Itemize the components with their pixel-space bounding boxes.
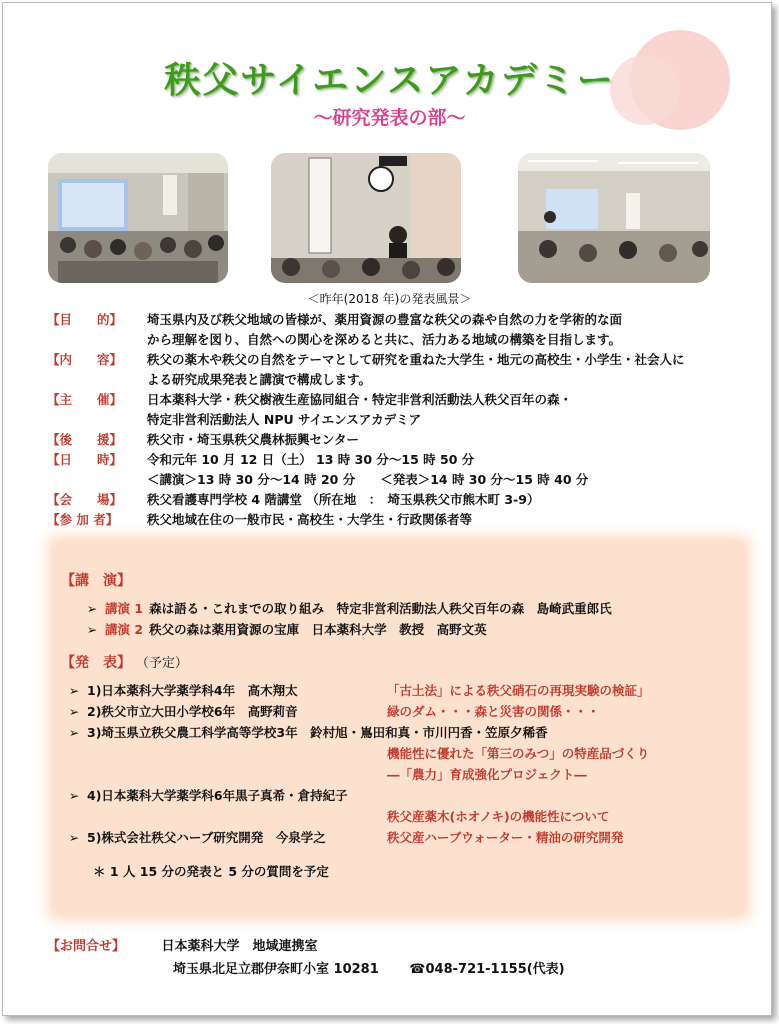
content-line-1: 秩父の薬木や秩父の自然をテーマとして研究を重ねた大学生・地元の高校生・小学生・社会人に (147, 352, 685, 367)
presenter: 4)日本薬科大学薬学科6年黒子真希・倉持紀子 (87, 788, 348, 803)
lectures-heading: 【講 演】 (61, 573, 131, 589)
topic: 秩父産薬木(ホオノキ)の機能性について (387, 809, 610, 824)
presentation-item-1 (61, 680, 741, 701)
photo-caption: ＜昨年(2018 年)の発表風景＞ (307, 292, 472, 306)
info-date (47, 450, 747, 490)
arrow-icon: ➢ (68, 683, 80, 698)
lecture-text: 秩父の森は薬用資源の宝庫 日本薬科大学 教授 高野文英 (149, 622, 487, 637)
presentation-note: ＊ 1 人 15 分の発表と 5 分の質問を予定 (93, 864, 329, 879)
lecture-text: 森は語る・これまでの取り組み 特定非営利活動法人秩父百年の森 島崎武重郎氏 (149, 601, 612, 616)
purpose-label: 【目 的】 (47, 312, 123, 327)
topic-line-2: ―「農力」育成強化プロジェクト― (387, 767, 587, 782)
presentation-item-4 (61, 785, 741, 806)
lecture-item (61, 619, 741, 640)
info-content (47, 350, 747, 390)
venue-label: 【会 場】 (47, 492, 123, 507)
presentations-heading: 【発 表】 （予定） (61, 655, 188, 671)
topic: 「古土法」による秩父硝石の再現実験の検証」 (387, 683, 650, 698)
contact-address: 埼玉県北足立郡伊奈町小室 10281 (173, 962, 379, 977)
arrow-icon: ➢ (86, 622, 98, 637)
arrow-icon: ➢ (68, 725, 80, 740)
arrow-icon: ➢ (68, 704, 80, 719)
info-host (47, 390, 747, 430)
purpose-line-2: から理解を図り、自然への関心を深めると共に、活力ある地域の構築を目指します。 (147, 332, 622, 347)
support-label: 【後 援】 (47, 432, 123, 447)
presentation-item-3 (61, 722, 741, 743)
host-label: 【主 催】 (47, 392, 123, 407)
contact-section (47, 935, 565, 981)
topic-line-1: 機能性に優れた「第三のみつ」の特産品づくり (387, 746, 650, 761)
presenter: 2)秩父市立大田小学校6年 高野莉音 (87, 704, 298, 719)
info-audience (47, 510, 747, 530)
presenter: 1)日本薬科大学薬学科4年 高木翔太 (87, 683, 298, 698)
arrow-icon: ➢ (68, 830, 80, 845)
date-line-2: ＜講演＞13 時 30 分～14 時 20 分 ＜発表＞14 時 30 分～15 時 40 分 (147, 472, 589, 487)
topic: 秩父産ハーブウォーター・精油の研究開発 (387, 830, 624, 845)
contact-phone: ☎048-721-1155(代表) (409, 962, 565, 977)
lecture-tag: 講演 1 (105, 601, 144, 616)
content-line-2: よる研究成果発表と講演で構成します。 (147, 372, 372, 387)
date-label: 【日 時】 (47, 452, 123, 467)
event-photo-1 (48, 153, 228, 283)
event-info (47, 310, 747, 530)
program-content (61, 570, 741, 880)
contact-org: 日本薬科大学 地域連携室 (161, 939, 318, 954)
event-photo-3 (518, 153, 710, 283)
arrow-icon: ➢ (68, 788, 80, 803)
purpose-line-1: 埼玉県内及び秩父地域の皆様が、薬用資源の豊富な秩父の森や自然の力を学術的な面 (147, 312, 623, 327)
presenter: 3)埼玉県立秩父農工科学高等学校3年 鈴村旭・嶌田和真・市川円香・笠原夕稀香 (87, 725, 548, 740)
arrow-icon: ➢ (86, 601, 98, 616)
venue-line-1: 秩父看護専門学校 4 階講堂 （所在地 ： 埼玉県秩父市熊木町 3-9） (147, 492, 540, 507)
host-line-1: 日本薬科大学・秩父樹液生産協同組合・特定非営利活動法人秩父百年の森・ (147, 392, 573, 407)
tentative-label: （予定） (135, 656, 188, 671)
topic: 緑のダム・・・森と災害の関係・・・ (387, 704, 600, 719)
lecture-tag: 講演 2 (105, 622, 144, 637)
page-title: 秩父サイエンスアカデミー (164, 59, 615, 101)
event-photo-2 (271, 153, 461, 283)
presenter: 5)株式会社秩父ハーブ研究開発 今泉学之 (87, 830, 326, 845)
info-support (47, 430, 747, 450)
presentation-item-5 (61, 827, 741, 848)
audience-line-1: 秩父地域在住の一般市民・高校生・大学生・行政関係者等 (147, 512, 473, 527)
content-label: 【内 容】 (47, 352, 123, 367)
info-purpose (47, 310, 747, 350)
page-subtitle: ～研究発表の部～ (313, 107, 466, 129)
info-venue (47, 490, 747, 510)
host-line-2: 特定非営利活動法人 NPU サイエンスアカデミア (147, 412, 422, 427)
presentation-item-2 (61, 701, 741, 722)
audience-label: 【参 加 者】 (47, 512, 119, 527)
support-line-1: 秩父市・埼玉県秩父農林振興センター (147, 432, 360, 447)
lecture-item (61, 598, 741, 619)
date-line-1: 令和元年 10 月 12 日（土） 13 時 30 分～15 時 50 分 (147, 452, 475, 467)
contact-label: 【お問合せ】 (47, 939, 126, 954)
